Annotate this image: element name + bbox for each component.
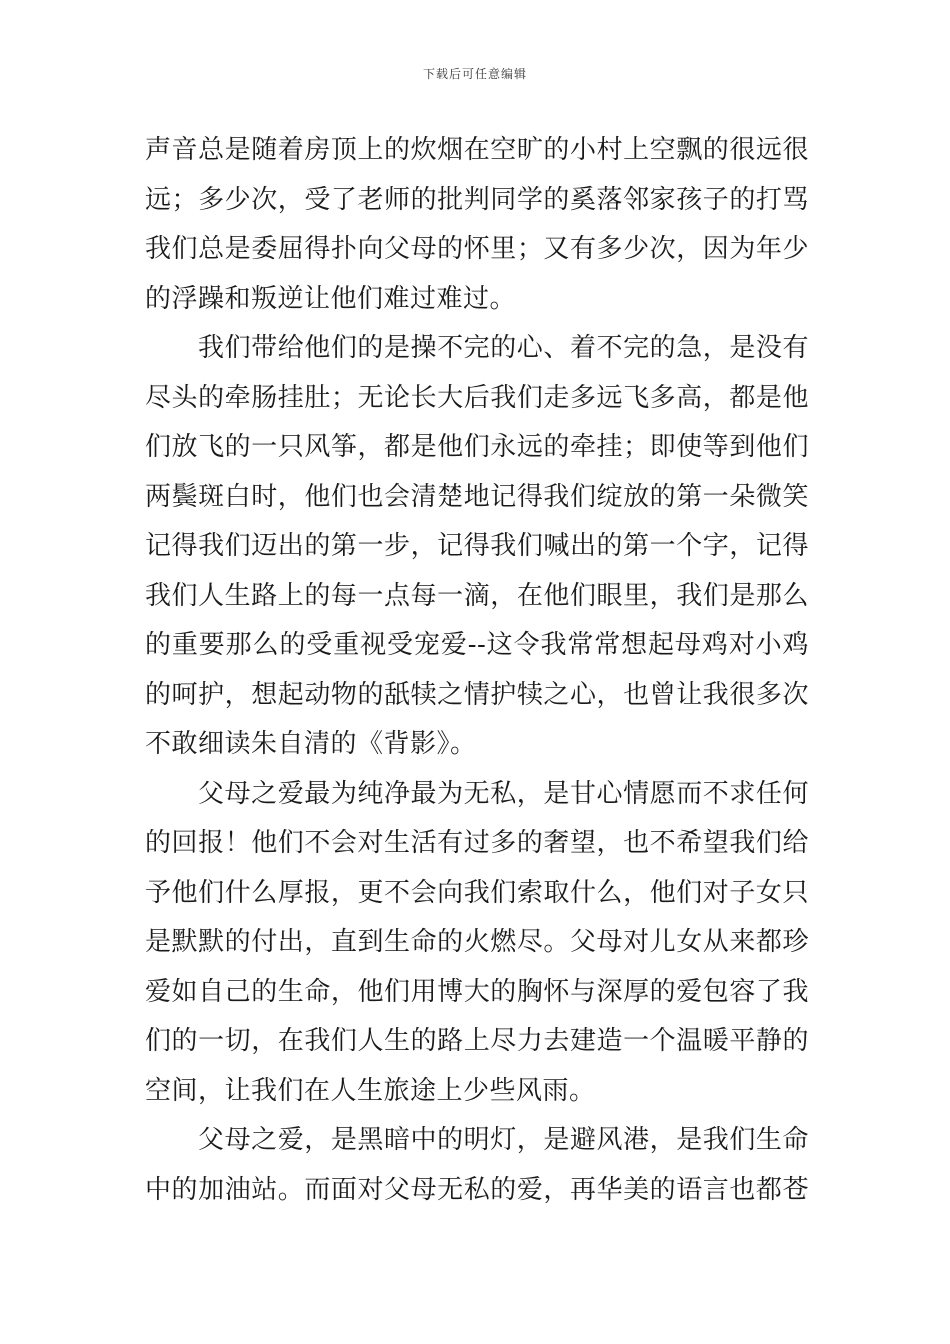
text-line: 的浮躁和叛逆让他们难过难过。: [145, 283, 517, 314]
paragraph-first-line: 我们带给他们的是操不完的心、着不完的急，是没有: [198, 333, 809, 363]
text-line: 我们人生路上的每一点每一滴，在他们眼里，我们是那么: [145, 580, 809, 611]
paragraph-first-line: 父母之爱最为纯净最为无私，是甘心情愿而不求任何: [198, 778, 809, 809]
text-line: 两鬓斑白时，他们也会清楚地记得我们绽放的第一朵微笑: [145, 481, 809, 512]
text-line: 的重要那么的受重视受宠爱--这令我常常想起母鸡对小鸡: [145, 630, 809, 660]
paragraph-first-line: 父母之爱，是黑暗中的明灯，是避风港，是我们生命: [198, 1125, 809, 1155]
page-header: 下载后可任意编辑: [422, 67, 527, 81]
text-line: 中的加油站。而面对父母无私的爱，再华美的语言也都苍: [145, 1174, 809, 1205]
text-line: 是默默的付出，直到生命的火燃尽。父母对儿女从来都珍: [145, 927, 809, 957]
text-line: 不敢细读朱自清的《背影》。: [145, 729, 477, 759]
text-line: 记得我们迈出的第一步，记得我们喊出的第一个字，记得: [145, 531, 809, 561]
text-line: 予他们什么厚报，更不会向我们索取什么，他们对子女只: [145, 877, 809, 908]
text-line: 尽头的牵肠挂肚；无论长大后我们走多远飞多高，都是他: [145, 382, 809, 413]
text-line: 我们总是委屈得扑向父母的怀里；又有多少次，因为年少: [145, 234, 809, 264]
text-line: 们的一切，在我们人生的路上尽力去建造一个温暖平静的: [145, 1026, 809, 1056]
text-line: 空间，让我们在人生旅途上少些风雨。: [145, 1075, 596, 1106]
text-line: 远；多少次，受了老师的批判同学的奚落邻家孩子的打骂: [145, 184, 809, 215]
text-line: 们放飞的一只风筝，都是他们永远的牵挂；即使等到他们: [145, 432, 809, 462]
document-body: [145, 126, 809, 1215]
text-line: 声音总是随着房顶上的炊烟在空旷的小村上空飘的很远很: [145, 135, 809, 165]
text-line: 爱如自己的生命，他们用博大的胸怀与深厚的爱包容了我: [145, 976, 809, 1007]
text-line: 的呵护，想起动物的舐犊之情护犊之心，也曾让我很多次: [145, 679, 809, 710]
text-line: 的回报！他们不会对生活有过多的奢望，也不希望我们给: [145, 828, 809, 858]
